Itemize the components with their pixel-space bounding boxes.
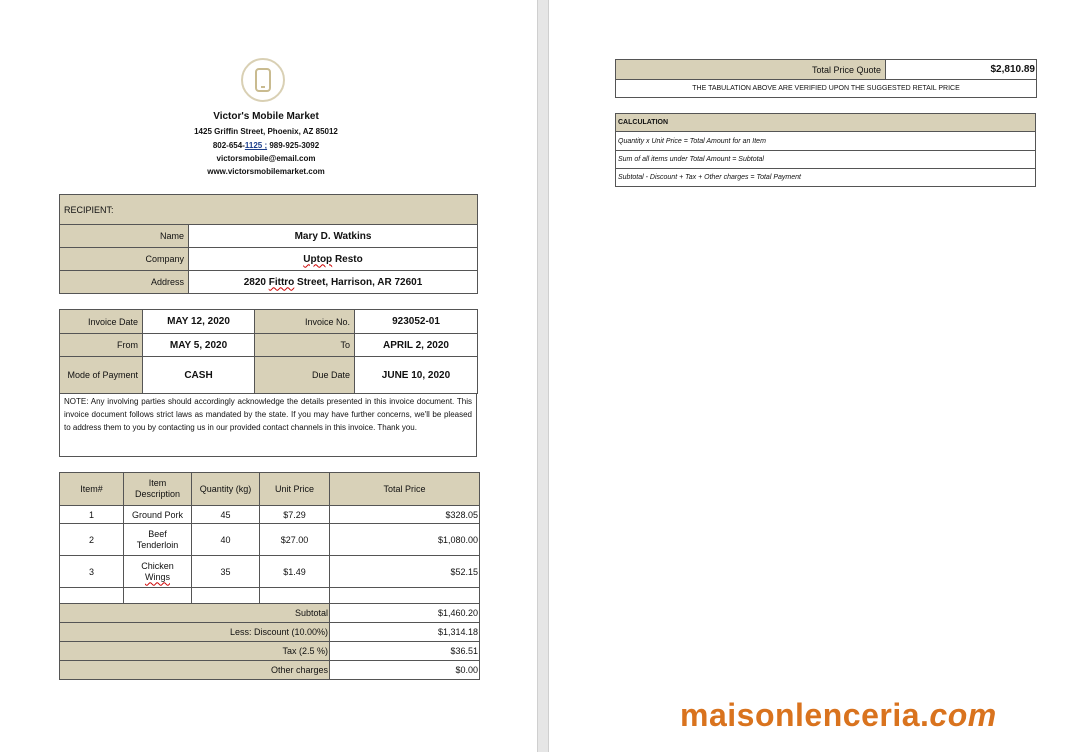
invoice-note: NOTE: Any involving parties should accordingly acknowledge the details presented in this invoice document. This invoice document follows strict laws as mandated by the state. If you may have further concerns, we'll be pleased to address them to you by contacting us in our provided contact channels in this invoice. Thank you. bbox=[59, 393, 477, 457]
payment-mode-label: Mode of Payment bbox=[60, 357, 143, 394]
company-label: Company bbox=[60, 248, 189, 271]
header-item-no: Item# bbox=[60, 473, 124, 506]
empty-cell bbox=[330, 588, 480, 604]
empty-cell bbox=[60, 588, 124, 604]
calculation-line-3: Subtotal - Discount + Tax + Other charges = Total Payment bbox=[616, 169, 1036, 187]
total-quote-value: $2,810.89 bbox=[886, 60, 1037, 80]
row-2-item-no: 2 bbox=[60, 524, 124, 556]
other-charges-label: Other charges bbox=[60, 661, 330, 680]
header-unit-price: Unit Price bbox=[260, 473, 330, 506]
empty-cell bbox=[124, 588, 192, 604]
company-email: victorsmobile@email.com bbox=[216, 154, 316, 163]
row-3-description-line-1: Chicken bbox=[141, 560, 174, 571]
calculation-table bbox=[615, 113, 1036, 187]
company-address: 1425 Griffin Street, Phoenix, AZ 85012 bbox=[194, 127, 338, 136]
other-charges-value: $0.00 bbox=[330, 661, 480, 680]
recipient-company bbox=[189, 248, 478, 271]
company-word-uptop: Uptop bbox=[303, 253, 333, 265]
watermark-main: maisonlenceria. bbox=[680, 697, 930, 733]
company-website: www.victorsmobilemarket.com bbox=[207, 167, 325, 176]
subtotal-label: Subtotal bbox=[60, 604, 330, 623]
quote-table bbox=[615, 59, 1037, 98]
tax-row bbox=[60, 642, 480, 661]
header-quantity: Quantity (kg) bbox=[192, 473, 260, 506]
tax-label: Tax (2.5 %) bbox=[60, 642, 330, 661]
calculation-line-1: Quantity x Unit Price = Total Amount for an Item bbox=[616, 132, 1036, 151]
subtotal-value: $1,460.20 bbox=[330, 604, 480, 623]
address-label: Address bbox=[60, 271, 189, 294]
payment-mode: CASH bbox=[143, 357, 255, 394]
row-3-total-price: $52.15 bbox=[330, 556, 480, 588]
company-phone bbox=[156, 141, 376, 150]
row-2-quantity: 40 bbox=[192, 524, 260, 556]
recipient-address bbox=[189, 271, 478, 294]
header-total-price: Total Price bbox=[330, 473, 480, 506]
invoice-date-label: Invoice Date bbox=[60, 310, 143, 334]
row-3-description-line-2: Wings bbox=[144, 571, 170, 582]
row-3-item-no: 3 bbox=[60, 556, 124, 588]
site-watermark bbox=[680, 697, 997, 734]
invoice-page-2 bbox=[549, 0, 1085, 752]
row-2-unit-price: $27.00 bbox=[260, 524, 330, 556]
company-name: Victor's Mobile Market bbox=[213, 111, 319, 122]
address-part-3: Street, Harrison, AR 72601 bbox=[294, 276, 423, 288]
table-row bbox=[60, 524, 480, 556]
empty-row bbox=[60, 588, 480, 604]
total-quote-label: Total Price Quote bbox=[616, 60, 886, 80]
address-part-2: Fittro bbox=[268, 276, 295, 288]
other-charges-row bbox=[60, 661, 480, 680]
row-1-description: Ground Pork bbox=[124, 506, 192, 524]
due-date-label: Due Date bbox=[255, 357, 355, 394]
items-table bbox=[59, 472, 480, 680]
due-date: JUNE 10, 2020 bbox=[355, 357, 478, 394]
from-label: From bbox=[60, 334, 143, 357]
row-1-item-no: 1 bbox=[60, 506, 124, 524]
row-2-total-price: $1,080.00 bbox=[330, 524, 480, 556]
page-gutter bbox=[537, 0, 549, 752]
row-3-description bbox=[124, 556, 192, 588]
verification-text: THE TABULATION ABOVE ARE VERIFIED UPON THE SUGGESTED RETAIL PRICE bbox=[616, 80, 1037, 98]
items-header-row bbox=[60, 473, 480, 506]
to-date: APRIL 2, 2020 bbox=[355, 334, 478, 357]
recipient-table bbox=[59, 194, 478, 294]
discount-value: $1,314.18 bbox=[330, 623, 480, 642]
invoice-no: 923052-01 bbox=[355, 310, 478, 334]
calculation-title: CALCULATION bbox=[616, 114, 1036, 132]
watermark-tld: com bbox=[929, 697, 997, 733]
calculation-line-2: Sum of all items under Total Amount = Subtotal bbox=[616, 151, 1036, 169]
phone-prefix: 802-654- bbox=[212, 141, 245, 150]
to-label: To bbox=[255, 334, 355, 357]
discount-label: Less: Discount (10.00%) bbox=[60, 623, 330, 642]
tax-value: $36.51 bbox=[330, 642, 480, 661]
table-row bbox=[60, 506, 480, 524]
header-item-description: Item Description bbox=[124, 473, 192, 506]
row-3-quantity: 35 bbox=[192, 556, 260, 588]
discount-row bbox=[60, 623, 480, 642]
name-label: Name bbox=[60, 225, 189, 248]
row-2-description: Beef Tenderloin bbox=[124, 524, 192, 556]
subtotal-row bbox=[60, 604, 480, 623]
invoice-info-table bbox=[59, 309, 478, 394]
row-1-total-price: $328.05 bbox=[330, 506, 480, 524]
row-3-unit-price: $1.49 bbox=[260, 556, 330, 588]
empty-cell bbox=[260, 588, 330, 604]
invoice-no-label: Invoice No. bbox=[255, 310, 355, 334]
invoice-page-1 bbox=[0, 0, 537, 752]
company-word-resto: Resto bbox=[332, 253, 363, 265]
phone-link[interactable]: 1125 ; bbox=[244, 141, 268, 150]
phone-suffix: 989-925-3092 bbox=[267, 141, 320, 150]
table-row bbox=[60, 556, 480, 588]
row-1-quantity: 45 bbox=[192, 506, 260, 524]
row-1-unit-price: $7.29 bbox=[260, 506, 330, 524]
from-date: MAY 5, 2020 bbox=[143, 334, 255, 357]
empty-cell bbox=[192, 588, 260, 604]
company-logo bbox=[241, 58, 285, 102]
recipient-section-label: RECIPIENT: bbox=[60, 195, 478, 225]
recipient-name: Mary D. Watkins bbox=[189, 225, 478, 248]
address-part-1: 2820 bbox=[243, 276, 269, 288]
mobile-phone-icon bbox=[254, 68, 272, 92]
invoice-date: MAY 12, 2020 bbox=[143, 310, 255, 334]
